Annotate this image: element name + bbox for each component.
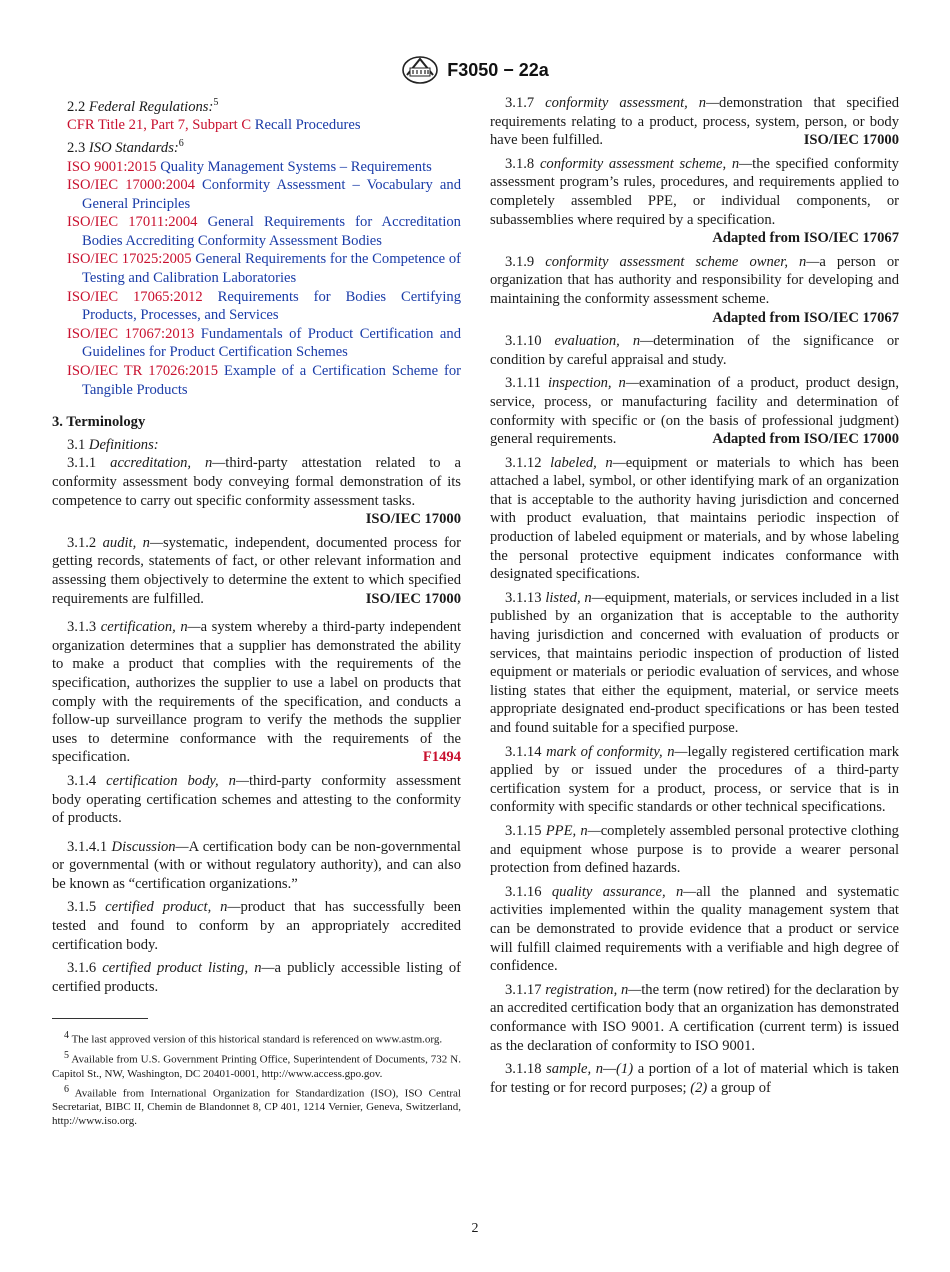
definition-accreditation: 3.1.1 accreditation, n—third-party attestation related to a conformity assessment body conveying formal demonstration of its competence to carry out specific conformity assessment tasks. ISO/IEC 17000 [52,455,462,528]
cfr-reference[interactable]: CFR Title 21, Part 7, Subpart C Recall Procedures [67,117,361,134]
discussion-certification-body: 3.1.4.1 Discussion—A certification body can be non-governmental or governmental (with or without regulatory authority), and can also be known as “certification organizations.” [52,838,461,892]
astm-logo-icon [401,55,439,85]
definition-quality-assurance: 3.1.16 quality assurance, n—all the planned and systematic activities implemented within the quality management system that can be demonstrated to provide evidence that a product or service will fulfill claimed requirements with a verifiable and high degree of confidence. [490,883,899,975]
iso-reference[interactable]: ISO/IEC 17000:2004 Conformity Assessment – Vocabulary and General Principles [67,177,462,212]
right-column [490,94,899,1102]
document-designation: F3050 − 22a [447,59,549,80]
definition-conformity-assessment: 3.1.7 conformity assessment, n—demonstration that specified requirements relating to a product, process, system, person, or body have been fulfilled. ISO/IEC 17000 [490,95,899,149]
page-number: 2 [471,1221,479,1236]
definition-mark-of-conformity: 3.1.14 mark of conformity, n—legally registered certification mark applied by or issued under the procedures of a third-party certification system for a product, process, or service that is in conformity with specific standards or other technical specifications. [490,743,899,816]
definition-certification-body: 3.1.4 certification body, n—third-party conformity assessment body operating certification schemes and attesting to the conformity of products. [52,772,461,827]
footnote-divider [52,1018,148,1019]
iso-reference[interactable]: ISO/IEC 17011:2004 General Requirements for Accreditation Bodies Accrediting Conformity Assessment Bodies [67,214,461,249]
section-2-2: 2.2 Federal Regulations:$^5$ [67,97,219,115]
definition-source: ISO/IEC 17000 [365,511,461,528]
definition-ppe: 3.1.15 PPE, n—completely assembled personal protective clothing and equipment whose purpose is to provide a wearer personal protection from defined hazards. [490,822,899,877]
definition-source: Adapted from ISO/IEC 17067 [712,309,899,326]
definition-source: ISO/IEC 17000 [365,590,461,607]
definition-certification: 3.1.3 certification, n—a system whereby a third-party independent organization determines that a supplier has demonstrated the ability to make a product that complies with the requirements of the specification, authorizes the supplier to use a label on products that comply with the requirements of the specification, and conducts a follow-up surveillance program to verify the methods the supplier uses to determine conformance with the requirements of the specification. F1494 [52,619,462,766]
definition-audit: 3.1.2 audit, n—systematic, independent, documented process for getting records, statements of fact, or other relevant information and assessing them objectively to determine the extent to which specified requirements are fulfilled. ISO/IEC 17000 [52,534,461,607]
iso-reference[interactable]: ISO 9001:2015 Quality Management Systems – Requirements [67,158,432,175]
definition-conformity-assessment-scheme: 3.1.8 conformity assessment scheme, n—the specified conformity assessment program’s rules, procedures, and requirements applied to completely assembled PPE, or individual components, or subassemblies where required by a specification. Adapted from ISO/IEC 17067 [490,155,899,247]
definition-source: Adapted from ISO/IEC 17067 [712,230,899,247]
section-3-1: 3.1 Definitions: [67,436,159,453]
definition-source: ISO/IEC 17000 [803,132,899,149]
footnote-5: $^5$ Available from U.S. Government Printing Office, Superintendent of Documents, 732 N. Capitol St., NW, Washington, DC 20401-0001, http://www.access.gpo.gov. [52,1050,461,1080]
definition-sample: 3.1.18 sample, n—(1) a portion of a lot of material which is taken for testing or for record purposes; (2) a group of [490,1061,900,1096]
iso-reference[interactable]: ISO/IEC 17067:2013 Fundamentals of Product Certification and Guidelines for Product Certification Schemes [67,325,462,361]
footnote-6: $^6$ Available from International Organization for Standardization (ISO), ISO Central Secretariat, BIBC II, Chemin de Blandonnet 8, CP 401, 1214 Vernier, Geneva, Switzerland, http://www.iso.org. [52,1083,461,1128]
section-2-3: 2.3 ISO Standards:$^6$ [67,138,184,156]
page-header [0,52,950,88]
definition-labeled: 3.1.12 labeled, n—equipment or materials to which has been attached a label, symbol, or other identifying mark of an organization that is acceptable to the authority having jurisdiction and concerned with product evaluation, that maintains periodic inspection of production of labeled equipment or materials, and by whose labeling the personal protective equipment indicates conformance with designated specifications. [490,454,899,583]
left-column [52,94,461,1130]
definition-certified-product: 3.1.5 certified product, n—product that has successfully been tested and found to conform by an appropriately accredited certification body. [52,899,462,953]
definition-listed: 3.1.13 listed, n—equipment, materials, or services included in a list published by an organization that is acceptable to the authority having jurisdiction and concerned with evaluation of products or services, that maintains periodic inspection of production of listed equipment or materials or periodic evaluation of services, and whose listing states that either the equipment, material, or service meets appropriate designated end-product specifications or has been tested and found suitable for a specified purpose. [490,589,899,736]
definition-evaluation: 3.1.10 evaluation, n—determination of the significance or condition by careful appraisal and study. [490,333,899,368]
iso-reference[interactable]: ISO/IEC 17025:2005 General Requirements for the Competence of Testing and Calibration Laboratories [67,251,461,287]
f1494-link[interactable]: F1494 [422,749,461,766]
definition-source: Adapted from ISO/IEC 17000 [712,431,899,448]
iso-reference[interactable]: ISO/IEC TR 17026:2015 Example of a Certification Scheme for Tangible Products [67,363,461,398]
section-heading-terminology: 3. Terminology [52,414,146,431]
definition-certified-product-listing: 3.1.6 certified product listing, n—a publicly accessible listing of certified products. [52,960,462,995]
definition-registration: 3.1.17 registration, n—the term (now retired) for the declaration by an accredited certification body that an organization has demonstrated conformance with ISO 9001. A certification (current term) is issued as the declaration of conformity to ISO 9001. [490,981,900,1054]
iso-reference[interactable]: ISO/IEC 17065:2012 Requirements for Bodies Certifying Products, Processes, and Services [67,288,462,324]
definition-inspection: 3.1.11 inspection, n—examination of a product, product design, service, process, or manufacturing facility and determination of conformity with specific or (on the basis of professional judgment) general requirements. Adapted from ISO/IEC 17000 [490,375,900,448]
definition-scheme-owner: 3.1.9 conformity assessment scheme owner, n—a person or organization that has authority and responsibility for developing and maintaining the conformity assessment scheme. [490,253,899,307]
footnote-4: $^4$ The last approved version of this historical standard is referenced on www.astm.org. [64,1030,443,1047]
